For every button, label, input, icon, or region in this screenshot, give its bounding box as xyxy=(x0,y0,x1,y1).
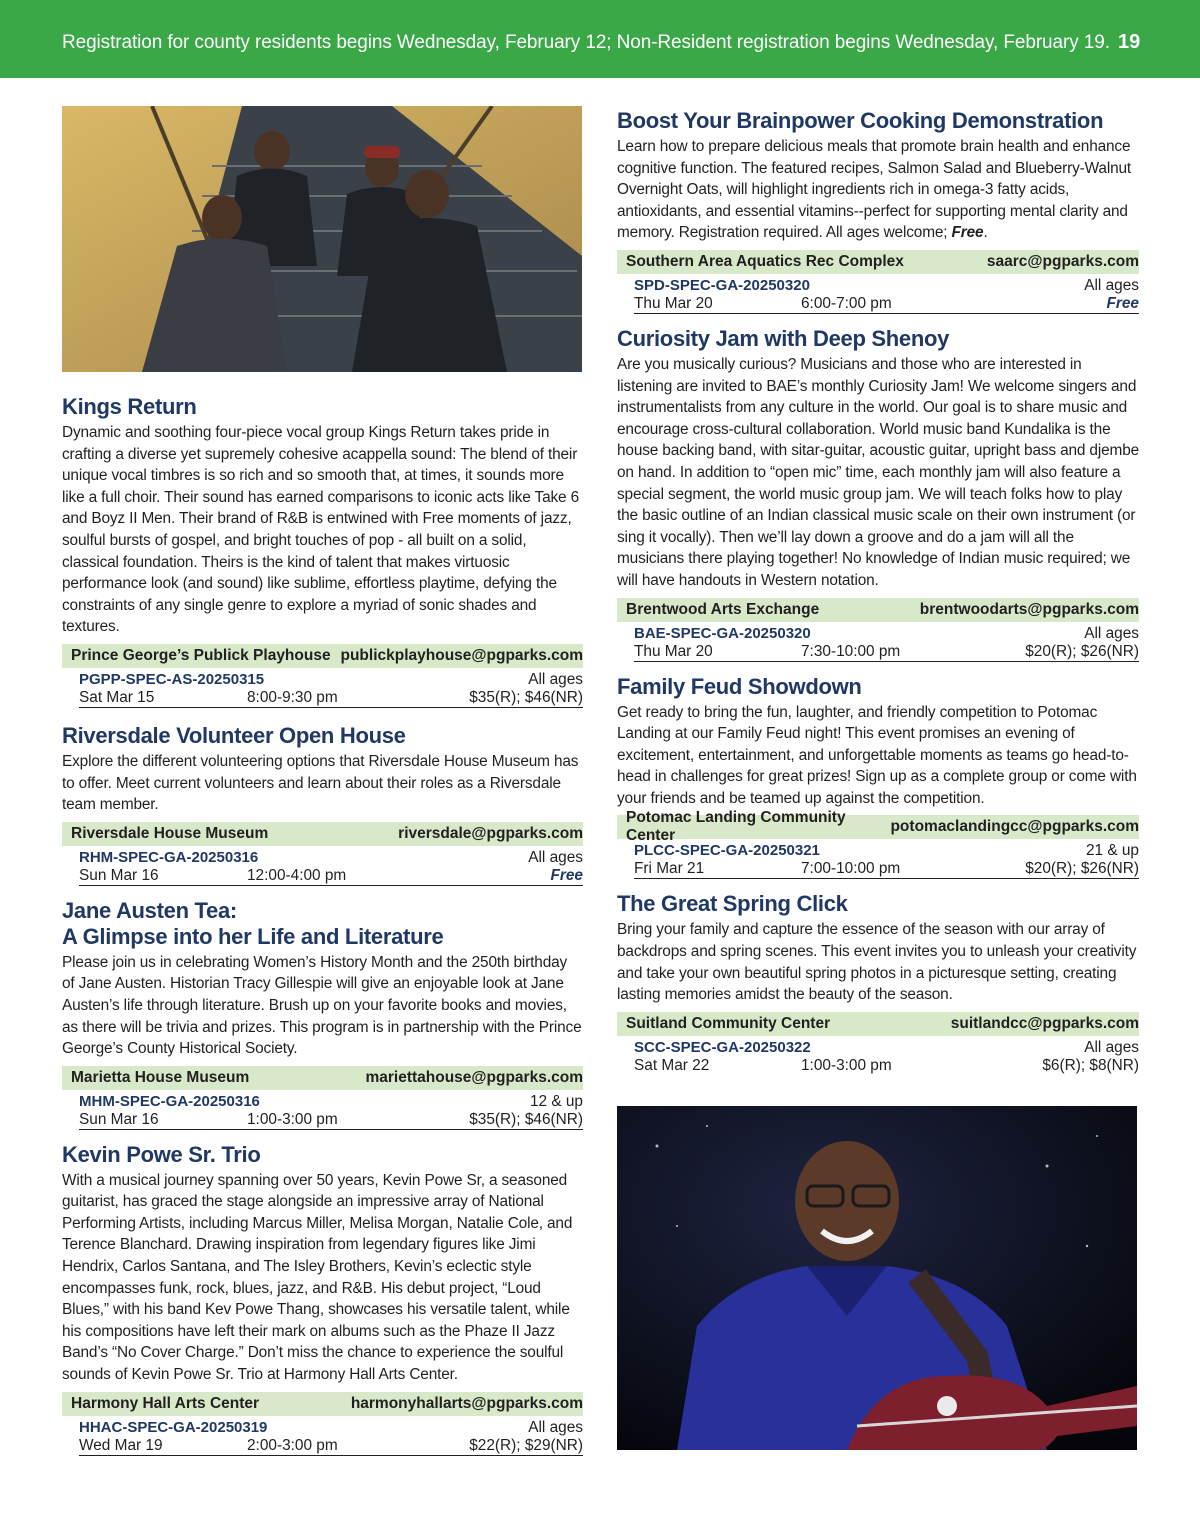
fee: $20(R); $26(NR) xyxy=(1025,860,1139,878)
venue-email-link[interactable]: suitlandcc@pgparks.com xyxy=(950,1014,1139,1032)
venue-bar xyxy=(617,1012,1139,1036)
session-row xyxy=(79,1090,583,1130)
venue-email-link[interactable]: brentwoodarts@pgparks.com xyxy=(919,600,1139,618)
venue-name: Riversdale House Museum xyxy=(71,824,269,842)
event-title: Boost Your Brainpower Cooking Demonstration xyxy=(617,108,1104,133)
event-description-text: Learn how to prepare delicious meals that promote brain health and enhance cognitive function. The featured recipes, Salmon Salad and Blueberry-Walnut Overnight Oats, will highlight ingredients rich in omega-3 fatty acids, antioxidants, and essential vitamins--perfect for supporting mental clarity and memory. Registration required. All ages welcome; xyxy=(617,138,1132,242)
event-family-feud xyxy=(617,674,1139,880)
event-description: Get ready to bring the fun, laughter, and friendly competition to Potomac Landing at our Family Feud night! This event promises an evening of excitement, entertainment, and unforgettable moments as teams go head-to-head in challenges for great prizes! Sign up as a complete group or come with your friends and be teamed up against the competition. xyxy=(617,703,1137,807)
session-time: 7:00-10:00 pm xyxy=(801,860,901,878)
fee: $35(R); $46(NR) xyxy=(469,688,583,706)
event-description xyxy=(617,136,1139,244)
description-end: . xyxy=(983,224,988,242)
left-column xyxy=(62,106,583,1456)
venue-email-link[interactable]: potomaclandingcc@pgparks.com xyxy=(890,818,1139,836)
kings-return-photo xyxy=(62,106,582,372)
page-number: 19 xyxy=(1118,31,1141,53)
session-date: Thu Mar 20 xyxy=(634,642,713,660)
event-title: The Great Spring Click xyxy=(617,891,848,917)
free-label: Free xyxy=(951,224,984,242)
event-description: With a musical journey spanning over 50 years, Kevin Powe Sr, a seasoned guitarist, has graced the stage alongside an impressive array of National Performing Artists, including Marcus Miller, Melisa Morgan, Natalie Cole, and Terence Blanchard. Drawing inspiration from legendary figures like Jimi Hendrix, Carlos Santana, and The Isley Brothers, Kevin’s eclectic style encompasses funk, rock, blues, jazz, and R&B. His debut project, “Loud Blues,” with his band Kev Powe Thang, showcases his versatile talent, while his compositions have left their mark on albums such as the Phaze II Jazz Band’s “No Cover Charge.” Don’t miss the chance to experience the soulful sounds of Kevin Powe Sr. Trio at Harmony Hall Arts Center. xyxy=(62,1171,573,1384)
event-title: Kings Return xyxy=(62,394,197,419)
age-range: All ages xyxy=(1084,276,1139,294)
age-range: All ages xyxy=(1084,624,1139,642)
venue-bar xyxy=(62,1392,583,1416)
session-time: 6:00-7:00 pm xyxy=(801,294,892,312)
venue-email-link[interactable]: mariettahouse@pgparks.com xyxy=(365,1068,583,1086)
venue-email-link[interactable]: saarc@pgparks.com xyxy=(986,252,1139,270)
venue-bar xyxy=(617,250,1139,274)
age-range: All ages xyxy=(528,1418,583,1436)
age-range: 12 & up xyxy=(529,1092,583,1110)
activity-code: SCC-SPEC-GA-20250322 xyxy=(634,1038,811,1056)
venue-email-link[interactable]: riversdale@pgparks.com xyxy=(398,824,583,842)
session-date: Thu Mar 20 xyxy=(634,294,713,312)
kevin-powe-photo xyxy=(617,1106,1137,1450)
age-range: All ages xyxy=(528,670,583,688)
session-time: 1:00-3:00 pm xyxy=(247,1110,338,1128)
event-title: Family Feud Showdown xyxy=(617,673,862,699)
age-range: All ages xyxy=(528,848,583,866)
event-title-line-2: A Glimpse into her Life and Literature xyxy=(62,923,444,949)
session-date: Sun Mar 16 xyxy=(79,866,159,884)
activity-code: PLCC-SPEC-GA-20250321 xyxy=(634,842,820,860)
venue-name: Southern Area Aquatics Rec Complex xyxy=(626,252,904,270)
session-date: Fri Mar 21 xyxy=(634,860,705,878)
event-jane-austen-tea xyxy=(62,898,583,1130)
venue-email-link[interactable]: harmonyhallarts@pgparks.com xyxy=(350,1394,583,1412)
activity-code: MHM-SPEC-GA-20250316 xyxy=(79,1092,260,1110)
event-description: Are you musically curious? Musicians and those who are interested in listening are invited to BAE’s monthly Curiosity Jam! We welcome singers and instrumentalists from any culture in the world. Our goal is to share music and encourage cross-cultural collaboration. World music band Kundalika is the house backing band, with sitar-guitar, acoustic guitar, upright bass and djembe on hand. In addition to “open mic” time, each monthly jam will also feature a special segment, the world music group jam. We will teach folks how to play the basic outline of an Indian classical music scale on their own instrument (or sing it vocally). Then we’ll lay down a groove and do a jam will all the musicians there playing together! No knowledge of Indian music required; we will have handouts in Western notation. xyxy=(617,355,1140,589)
event-description: Bring your family and capture the essence of the season with our array of backdrops and spring scenes. This event invites you to unleash your creativity and take your own beautiful spring photos in a picturesque setting, creating lasting memories amidst the beauty of the season. xyxy=(617,921,1137,1004)
event-description: Dynamic and soothing four-piece vocal group Kings Return takes pride in crafting a diverse yet supremely cohesive acappella sound: The blend of their unique vocal timbres is so rich and so smooth that, at times, it sounds more like a full choir. Their sound has earned comparisons to iconic acts like Take 6 and Boyz II Men. Their brand of R&B is entwined with Free moments of jazz, soulful bursts of gospel, and bright touches of pop - all built on a solid, classical foundation. Theirs is the kind of talent that makes virtuosic performance look (and sound) like sublime, effortless playtime, defying the constraints of any single genre to explore a myriad of sonic shades and textures. xyxy=(62,424,579,636)
event-title-line-1: Jane Austen Tea: xyxy=(62,897,237,923)
fee: Free xyxy=(1106,294,1139,312)
event-great-spring-click xyxy=(617,891,1139,1075)
event-description: Explore the different volunteering options that Riversdale House Museum has to offer. Meet current volunteers and learn about their roles as a Riversdale team member. xyxy=(62,752,579,814)
registration-header-bar xyxy=(0,0,1200,78)
venue-bar xyxy=(617,598,1139,622)
event-title: Curiosity Jam with Deep Shenoy xyxy=(617,325,950,351)
venue-bar xyxy=(62,1066,583,1090)
session-time: 1:00-3:00 pm xyxy=(801,1056,892,1074)
venue-name: Marietta House Museum xyxy=(71,1068,250,1086)
activity-code: PGPP-SPEC-AS-20250315 xyxy=(79,670,265,688)
event-title: Riversdale Volunteer Open House xyxy=(62,722,406,748)
session-row xyxy=(634,839,1139,879)
session-date: Sat Mar 15 xyxy=(79,688,155,706)
activity-code: BAE-SPEC-GA-20250320 xyxy=(634,624,811,642)
session-time: 7:30-10:00 pm xyxy=(801,642,901,660)
fee: $6(R); $8(NR) xyxy=(1042,1056,1139,1074)
venue-name: Suitland Community Center xyxy=(626,1014,831,1032)
session-time: 12:00-4:00 pm xyxy=(247,866,347,884)
session-time: 8:00-9:30 pm xyxy=(247,688,338,706)
activity-code: SPD-SPEC-GA-20250320 xyxy=(634,276,810,294)
session-date: Sun Mar 16 xyxy=(79,1110,159,1128)
registration-notice: Registration for county residents begins Wednesday, February 12; Non-Resident registration begins Wednesday, February 19. xyxy=(62,32,1110,53)
fee: $22(R); $29(NR) xyxy=(469,1436,583,1454)
venue-name: Harmony Hall Arts Center xyxy=(71,1394,260,1412)
venue-name: Brentwood Arts Exchange xyxy=(626,600,820,618)
venue-bar xyxy=(617,809,1139,845)
session-row xyxy=(634,1036,1139,1076)
session-row xyxy=(79,668,583,708)
event-kevin-powe-trio xyxy=(62,1142,583,1456)
event-brainpower-cooking xyxy=(617,108,1139,314)
session-row xyxy=(79,1416,583,1456)
session-row xyxy=(634,622,1139,662)
fee: $35(R); $46(NR) xyxy=(469,1110,583,1128)
session-time: 2:00-3:00 pm xyxy=(247,1436,338,1454)
right-column xyxy=(617,108,1139,1450)
event-title: Kevin Powe Sr. Trio xyxy=(62,1141,261,1167)
activity-code: RHM-SPEC-GA-20250316 xyxy=(79,848,259,866)
event-kings-return xyxy=(62,394,583,708)
fee: $20(R); $26(NR) xyxy=(1025,642,1139,660)
venue-bar xyxy=(62,644,583,668)
event-description: Please join us in celebrating Women’s History Month and the 250th birthday of Jane Austen. Historian Tracy Gillespie will give an enjoyable look at Jane Austen’s life through literature. Brush up on your favorite books and movies, as there will be trivia and prizes. This program is in partnership with the Prince George’s County Historical Society. xyxy=(62,953,582,1058)
session-date: Wed Mar 19 xyxy=(79,1436,163,1454)
session-row xyxy=(634,274,1139,314)
venue-name: Prince George’s Publick Playhouse xyxy=(71,646,331,664)
age-range: 21 & up xyxy=(1085,842,1139,860)
activity-code: HHAC-SPEC-GA-20250319 xyxy=(79,1418,268,1436)
event-curiosity-jam xyxy=(617,326,1139,662)
fee: Free xyxy=(550,866,583,884)
age-range: All ages xyxy=(1084,1038,1139,1056)
session-date: Sat Mar 22 xyxy=(634,1056,710,1074)
venue-bar xyxy=(62,822,583,846)
session-row xyxy=(79,846,583,886)
venue-email-link[interactable]: publickplayhouse@pgparks.com xyxy=(340,646,583,664)
venue-name: Potomac Landing Community Center xyxy=(626,809,846,845)
event-riversdale-volunteer xyxy=(62,723,583,886)
